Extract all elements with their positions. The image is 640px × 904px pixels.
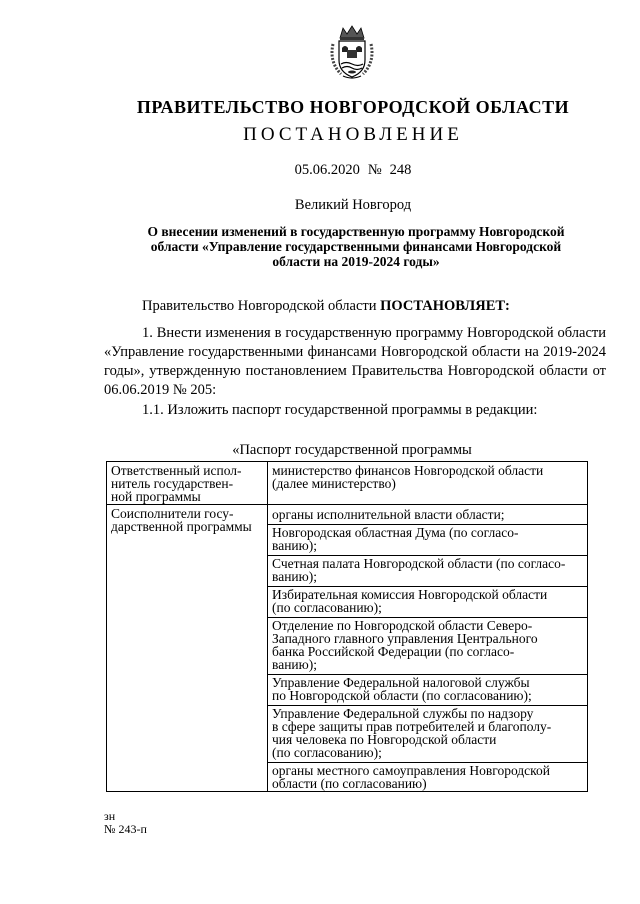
- value-entry: [272, 464, 583, 490]
- passport-field-label: [107, 462, 268, 505]
- city: Великий Новгород: [294, 197, 412, 213]
- subject-line: О внесении изменений в государственную программу Новгородской: [147, 224, 565, 239]
- value-line: Новгородская областная Дума (по согласо-: [272, 525, 519, 540]
- label-line: нитель государствен-: [111, 476, 234, 491]
- document-date: 05.06.2020: [294, 162, 360, 178]
- label-line: Ответственный испол-: [111, 463, 242, 478]
- value-entry: [268, 525, 587, 556]
- footer-code: [104, 810, 147, 836]
- passport-row: [107, 505, 588, 792]
- value-entry: [268, 763, 587, 790]
- footer-initials: зн: [104, 809, 116, 823]
- value-entry: [268, 507, 587, 525]
- number-sign: №: [367, 162, 382, 178]
- passport-table: [106, 461, 588, 792]
- label-line: ной программы: [111, 489, 201, 504]
- value-entry: [268, 675, 587, 706]
- resolves-keyword: ПОСТАНОВЛЯЕТ:: [380, 298, 510, 314]
- coat-of-arms-emblem: [327, 24, 377, 80]
- value-line: области (по согласованию): [272, 776, 427, 791]
- document-number: 248: [389, 162, 412, 178]
- value-line: министерство финансов Новгородской области: [272, 463, 544, 478]
- value-line: Счетная палата Новгородской области (по согласо-: [272, 556, 566, 571]
- value-line: Западного главного управления Центрального: [272, 631, 538, 646]
- footer-reference: № 243-п: [104, 822, 147, 836]
- value-line: по Новгородской области (по согласованию);: [272, 688, 532, 703]
- value-line: ванию);: [272, 538, 317, 553]
- government-title: ПРАВИТЕЛЬСТВО НОВГОРОДСКОЙ ОБЛАСТИ: [136, 97, 570, 117]
- passport-field-value: [268, 462, 588, 505]
- value-line: Управление Федеральной налоговой службы: [272, 675, 530, 690]
- paragraph-1: 1. Внести изменения в государственную программу Новгородской области «Управление государственными финансами Новгородской области на 2019-2024 годы», утвержденную постановлением Правительства Новгородской области от 06.06.2019 № 205:: [104, 325, 606, 398]
- value-entry: [268, 706, 587, 763]
- value-line: органы исполнительной власти области;: [272, 507, 505, 522]
- value-entry: [268, 587, 587, 618]
- date-number-line: [0, 162, 640, 179]
- value-line: Управление Федеральной службы по надзору: [272, 706, 534, 721]
- subject-line: области на 2019-2024 годы»: [272, 254, 440, 269]
- value-line: (по согласованию);: [272, 600, 382, 615]
- label-line: Соисполнители госу-: [111, 506, 234, 521]
- value-line: Отделение по Новгородской области Северо-: [272, 618, 533, 633]
- value-line: (по согласованию);: [272, 745, 382, 760]
- value-line: чия человека по Новгородской области: [272, 732, 497, 747]
- value-line: в сфере защиты прав потребителей и благополу-: [272, 719, 552, 734]
- intro-text: Правительство Новгородской области: [142, 298, 381, 314]
- value-entry: [268, 556, 587, 587]
- passport-field-value: [268, 505, 588, 792]
- resolution-intro: [104, 297, 606, 316]
- value-line: органы местного самоуправления Новгородской: [272, 763, 551, 778]
- document-type: ПОСТАНОВЛЕНИЕ: [243, 124, 463, 145]
- document-subject: [118, 224, 594, 269]
- paragraph-1-1: 1.1. Изложить паспорт государственной программы в редакции:: [142, 402, 538, 418]
- value-line: банка Российской Федерации (по согласо-: [272, 644, 515, 659]
- passport-caption: «Паспорт государственной программы: [232, 442, 472, 458]
- value-line: Избирательная комиссия Новгородской области: [272, 587, 548, 602]
- passport-row: [107, 462, 588, 505]
- value-line: ванию);: [272, 569, 317, 584]
- value-entry: [268, 618, 587, 675]
- passport-field-label: [107, 505, 268, 792]
- label-line: дарственной программы: [111, 519, 252, 534]
- subject-line: области «Управление государственными финансами Новгородской: [150, 239, 562, 254]
- value-line: ванию);: [272, 657, 317, 672]
- value-line: (далее министерство): [272, 476, 396, 491]
